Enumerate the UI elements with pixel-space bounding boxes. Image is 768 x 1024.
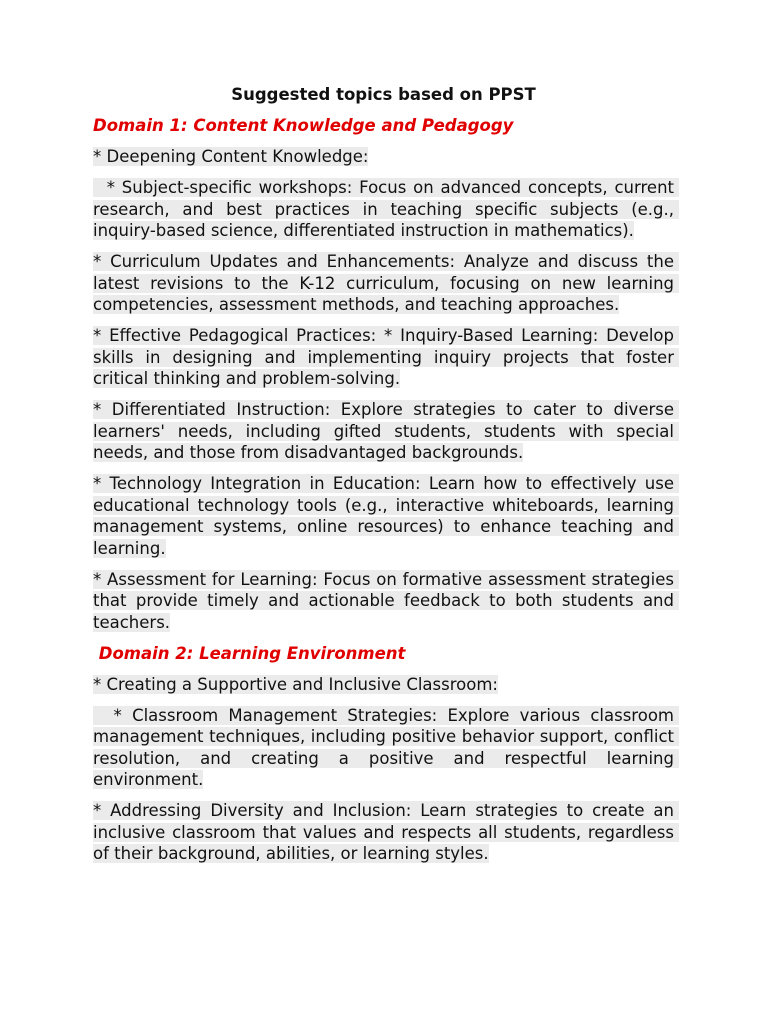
paragraph-text: * Classroom Management Strategies: Explore various classroom management techniques, including positive behavior support, conflict resolution, and creating a positive and respectful learning environment. bbox=[93, 705, 680, 789]
domain-2-paragraph bbox=[93, 800, 680, 865]
domain-1-heading: Domain 1: Content Knowledge and Pedagogy bbox=[93, 116, 514, 135]
paragraph-text: * Subject-specific workshops: Focus on advanced concepts, current research, and best practices in teaching specific subjects (e.g., inquiry-based science, differentiated instruction in mathematics). bbox=[93, 178, 680, 240]
domain-2-heading: Domain 2: Learning Environment bbox=[93, 643, 406, 663]
paragraph-text: * Assessment for Learning: Focus on formative assessment strategies that provide timely and actionable feedback to both students and teachers. bbox=[93, 569, 680, 632]
paragraph-text: * Curriculum Updates and Enhancements: Analyze and discuss the latest revisions to the K-12 curriculum, focusing on new learning competencies, assessment methods, and teaching approaches. bbox=[93, 252, 680, 314]
paragraph-text: * Addressing Diversity and Inclusion: Learn strategies to create an inclusive classroom that values and respects all students, regardless of their background, abilities, or learning styles. bbox=[93, 801, 680, 863]
paragraph-text: * Creating a Supportive and Inclusive Classroom: bbox=[93, 674, 498, 694]
document-page bbox=[93, 84, 680, 874]
paragraph-text: * Differentiated Instruction: Explore strategies to cater to diverse learners' needs, including gifted students, students with special needs, and those from disadvantaged backgrounds. bbox=[93, 400, 680, 462]
paragraph-text: * Effective Pedagogical Practices: * Inquiry-Based Learning: Develop skills in designing and implementing inquiry projects that foster critical thinking and problem-solving. bbox=[93, 326, 680, 388]
domain-1-paragraph bbox=[93, 251, 680, 316]
domain-1-paragraph bbox=[93, 146, 674, 168]
domain-2-paragraph bbox=[93, 705, 680, 791]
paragraph-text: * Technology Integration in Education: Learn how to effectively use educational technology tools (e.g., interactive whiteboards, learning management systems, online resources) to enhance teaching and learning. bbox=[93, 474, 680, 558]
domain-1-paragraph bbox=[93, 473, 680, 559]
domain-1-paragraph bbox=[93, 325, 680, 390]
domain-2-paragraph bbox=[93, 674, 674, 696]
document-title: Suggested topics based on PPST bbox=[231, 85, 536, 104]
domain-1-paragraph bbox=[93, 569, 680, 634]
paragraph-text: * Deepening Content Knowledge: bbox=[93, 147, 369, 166]
domain-1-paragraph bbox=[93, 399, 680, 464]
domain-1-paragraph bbox=[93, 177, 680, 242]
